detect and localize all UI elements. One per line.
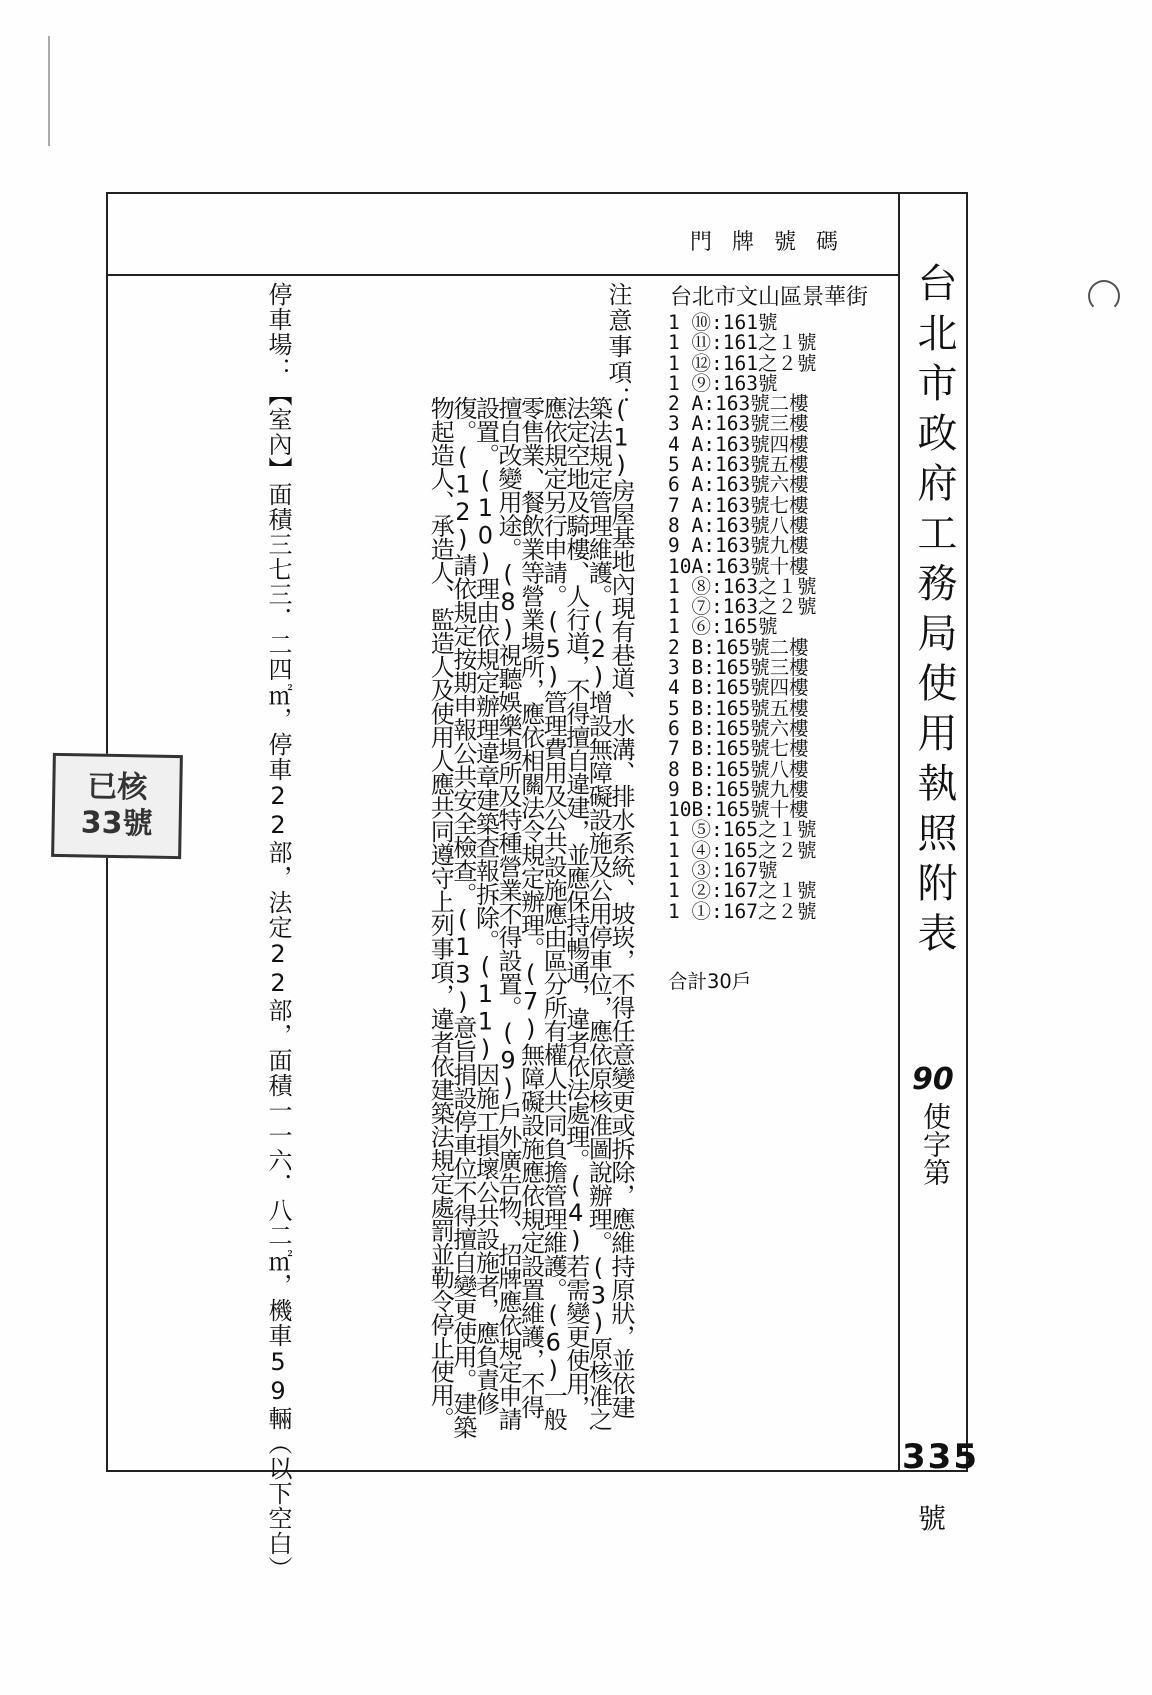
household-total: 合計30戶	[668, 970, 752, 993]
address-entry: 6 A:163號六樓	[668, 473, 809, 497]
address-entry: 1 ⑤:165之１號	[668, 818, 817, 842]
address-entry: 8 A:163號八樓	[668, 513, 809, 537]
address-entry: 2 A:163號二樓	[668, 392, 809, 416]
address-list	[668, 313, 816, 922]
address-entry: 1 ④:165之２號	[668, 838, 817, 862]
address-entry: 8 B:165號八樓	[668, 757, 809, 781]
address-entry: 7 B:165號七樓	[668, 737, 809, 761]
address-entry: 1 ⑨:163號	[668, 371, 778, 395]
approval-stamp	[51, 753, 183, 859]
address-entry: 9 A:163號九樓	[668, 534, 809, 558]
address-entry: 1 ⑪:161之１號	[668, 331, 817, 355]
address-entry: 1 ⑦:163之２號	[668, 595, 817, 619]
document-title: 台北市政府工務局使用執照附表	[911, 262, 957, 962]
permit-number: 335	[902, 1437, 979, 1477]
address-entry: 3 A:163號三樓	[668, 412, 809, 436]
address-entry: 1 ③:167號	[668, 859, 778, 883]
address-entry: 1 ②:167之１號	[668, 879, 817, 903]
permit-year: 90	[912, 1062, 954, 1097]
address-entry: 1 ⑧:163之１號	[668, 574, 817, 598]
permit-word: 使字第	[919, 1102, 952, 1186]
notes-heading: 注意事項：	[604, 282, 632, 412]
scan-artifact-mark	[48, 36, 50, 146]
notes-body: (1)房屋基地內現有巷道、水溝、排水系統、坡崁，不得任意變更或拆除，應維持原狀，並依建築法規定管理維護。(2)增設無障礙設施及公用停車位，應依原核准圖說辦理。(3)原核准之法定空地及騎樓、人行道，不得擅自違建，並應保持暢通，違者依法處理。(4)若需變更使用，應依規定另行申請。(5)管理費用及公共設施應由區分所有權人共同負擔管理維護。(6)一般零售業、餐飲業等營業場所，應依相關法令規定辦理。(7)無障礙設施應依規定設置維護，不得擅自改變用途。(8)視聽娛樂場所及特種營業不得設置。(9)戶外廣告物、招牌應依規定申請設置。(10)理由依規定辦理違章建築查報拆除。(11)因施工損壞公共設施者，應負責修復。(12)請依規定按期申報公共安全檢查。(13)意旨捐設停車位不得擅自變更使用。建築物起造人、承造人、監造人及使用人應共同遵守上列事項，違者依建築法規定處罰並勒令停止使用。	[426, 396, 635, 1439]
address-entry: 5 B:165號五樓	[668, 696, 809, 720]
address-entry: 1 ⑥:165號	[668, 615, 778, 639]
address-entry: 2 B:165號二樓	[668, 635, 809, 659]
street-name: 台北市文山區景華街	[670, 285, 869, 310]
address-entry: 5 A:163號五樓	[668, 453, 809, 477]
address-entry: 4 A:163號四樓	[668, 432, 809, 456]
stamp-line: 33號	[80, 805, 153, 842]
address-section-header: 門牌號碼	[690, 230, 859, 255]
address-entry: 1 ①:167之２號	[668, 899, 817, 923]
permit-suffix: 號	[918, 1502, 947, 1535]
address-entry: 7 A:163號七樓	[668, 493, 809, 517]
address-entry: 4 B:165號四樓	[668, 676, 809, 700]
address-entry: 9 B:165號九樓	[668, 777, 809, 801]
address-entry: 10A:163號十樓	[668, 554, 809, 578]
header-divider	[106, 274, 898, 276]
parking-info: 停車場：【室內】面積三七三．二四㎡，停車22部，法定22部，面積一一六．八二㎡，機車59輛（以下空白）	[264, 282, 292, 1581]
address-entry: 1 ⑩:161號	[668, 311, 778, 334]
stamp-line: 已核	[87, 769, 148, 806]
title-column	[898, 192, 979, 1535]
address-entry: 6 B:165號六樓	[668, 716, 809, 740]
address-entry: 10B:165號十樓	[668, 798, 809, 822]
address-entry: 3 B:165號三樓	[668, 656, 809, 680]
hole-punch-mark	[1088, 280, 1120, 312]
address-entry: 1 ⑫:161之２號	[668, 351, 817, 375]
